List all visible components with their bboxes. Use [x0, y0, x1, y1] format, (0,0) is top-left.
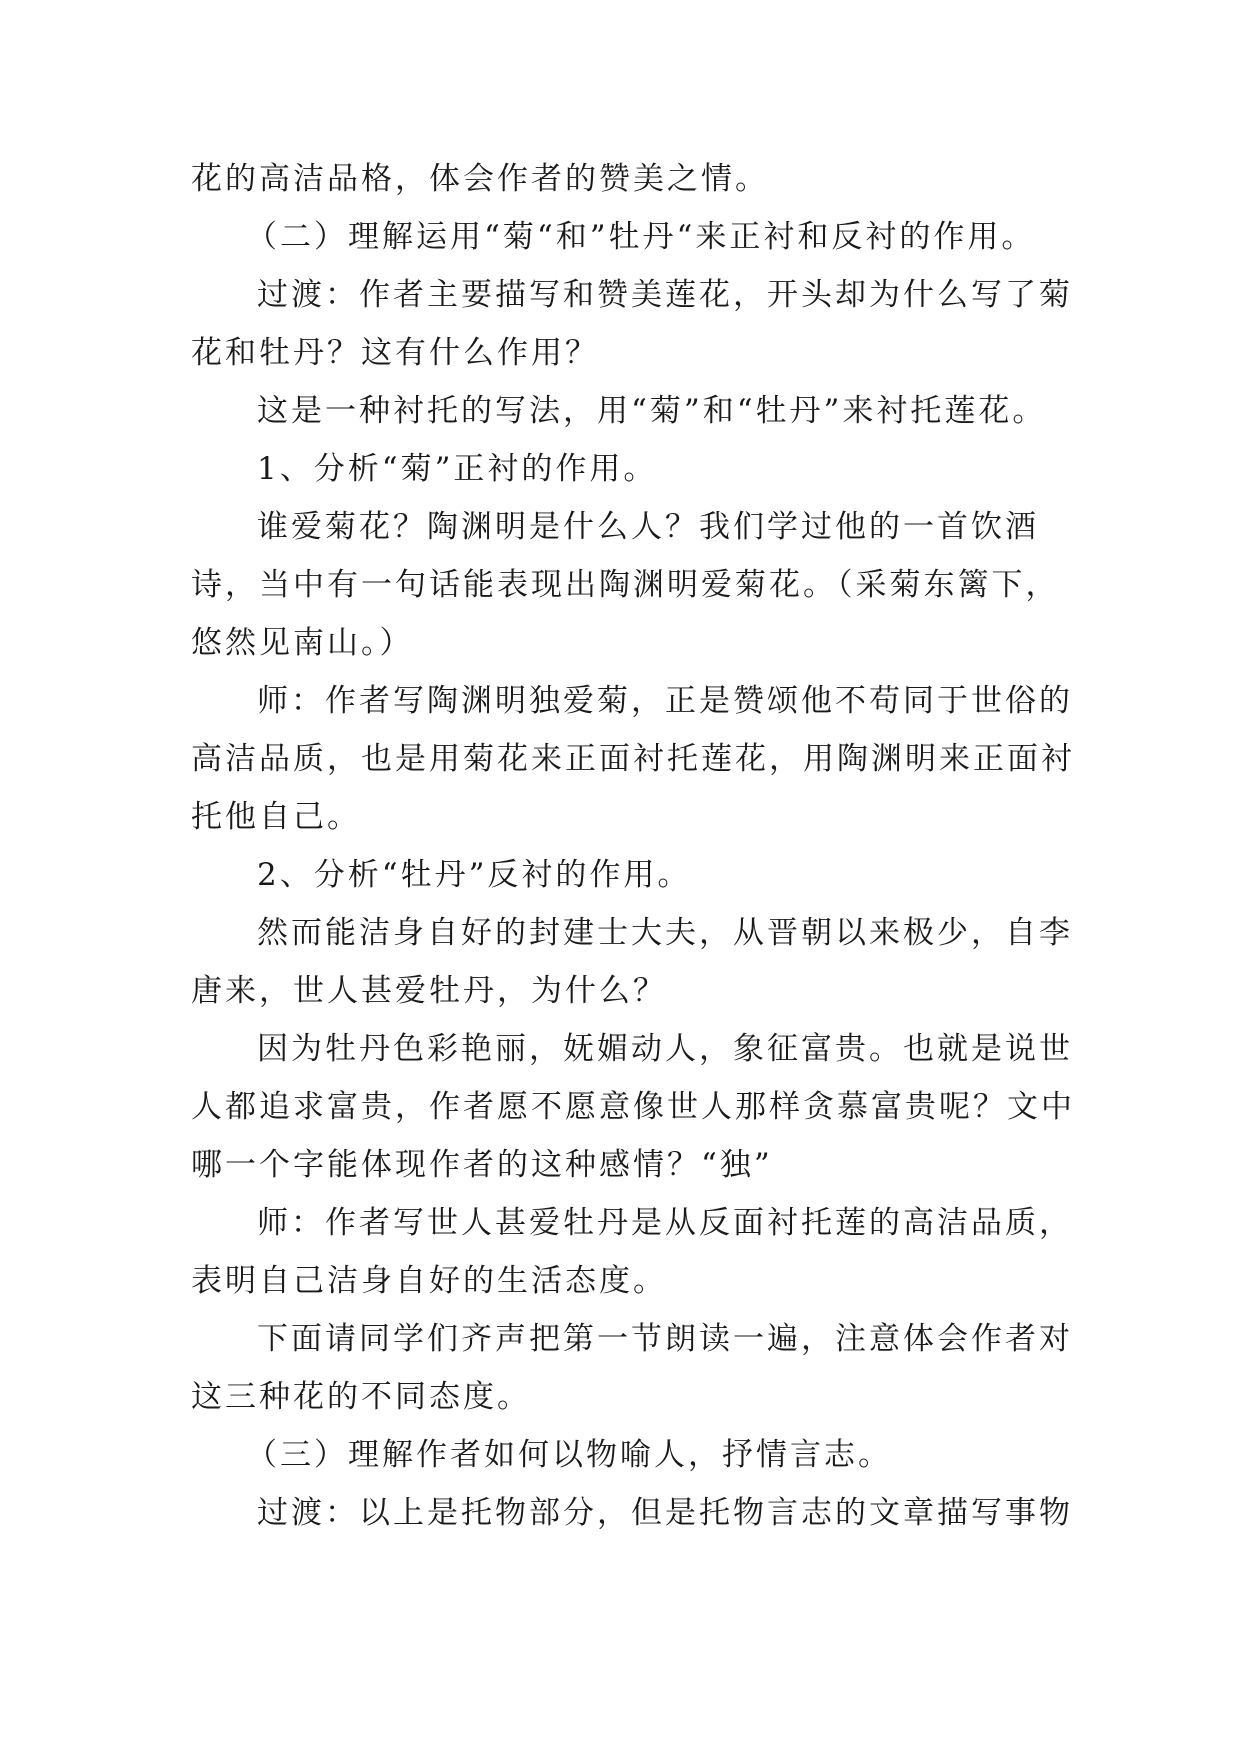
text-line: 托他自己。 — [191, 799, 361, 835]
text-line: 悠然见南山。） — [191, 625, 414, 661]
text-line: 谁爱菊花？陶渊明是什么人？我们学过他的一首饮酒 — [257, 509, 1039, 545]
text-line: 哪一个字能体现作者的这种感情？“独” — [191, 1147, 773, 1183]
text-line: 诗，当中有一句话能表现出陶渊明爱菊花。（采菊东篱下， — [191, 567, 1060, 603]
document-body — [191, 150, 1075, 1542]
text-line: 这三种花的不同态度。 — [191, 1379, 531, 1415]
section-heading: （二）理解运用“菊“和”牡丹“来正衬和反衬的作用。 — [246, 219, 1036, 255]
text-line: 唐来，世人甚爱牡丹，为什么？ — [191, 973, 667, 1009]
text-line: 人都追求富贵，作者愿不愿意像世人那样贪慕富贵呢？文中 — [191, 1089, 1075, 1125]
text-line: 花的高洁品格，体会作者的赞美之情。 — [191, 161, 769, 197]
text-line: 师：作者写陶渊明独爱菊，正是赞颂他不苟同于世俗的 — [257, 683, 1073, 719]
text-line: 师：作者写世人甚爱牡丹是从反面衬托莲的高洁品质， — [257, 1205, 1073, 1241]
text-line: 花和牡丹？这有什么作用？ — [191, 335, 599, 371]
text-line: 下面请同学们齐声把第一节朗读一遍，注意体会作者对 — [257, 1321, 1073, 1357]
subsection-heading: 1、分析“菊”正衬的作用。 — [257, 451, 658, 487]
text-line: 这是一种衬托的写法，用“菊”和“牡丹”来衬托莲花。 — [257, 393, 1047, 429]
text-line: 然而能洁身自好的封建士大夫，从晋朝以来极少，自李 — [257, 915, 1073, 951]
text-line: 过渡：以上是托物部分，但是托物言志的文章描写事物 — [257, 1495, 1073, 1531]
text-line: 表明自己洁身自好的生活态度。 — [191, 1263, 667, 1299]
section-heading: （三）理解作者如何以物喻人，抒情言志。 — [246, 1437, 892, 1473]
text-line: 因为牡丹色彩艳丽，妩媚动人，象征富贵。也就是说世 — [257, 1031, 1073, 1067]
text-line: 高洁品质，也是用菊花来正面衬托莲花，用陶渊明来正面衬 — [191, 741, 1075, 777]
subsection-heading: 2、分析“牡丹”反衬的作用。 — [257, 857, 692, 893]
text-line: 过渡：作者主要描写和赞美莲花，开头却为什么写了菊 — [257, 277, 1073, 313]
